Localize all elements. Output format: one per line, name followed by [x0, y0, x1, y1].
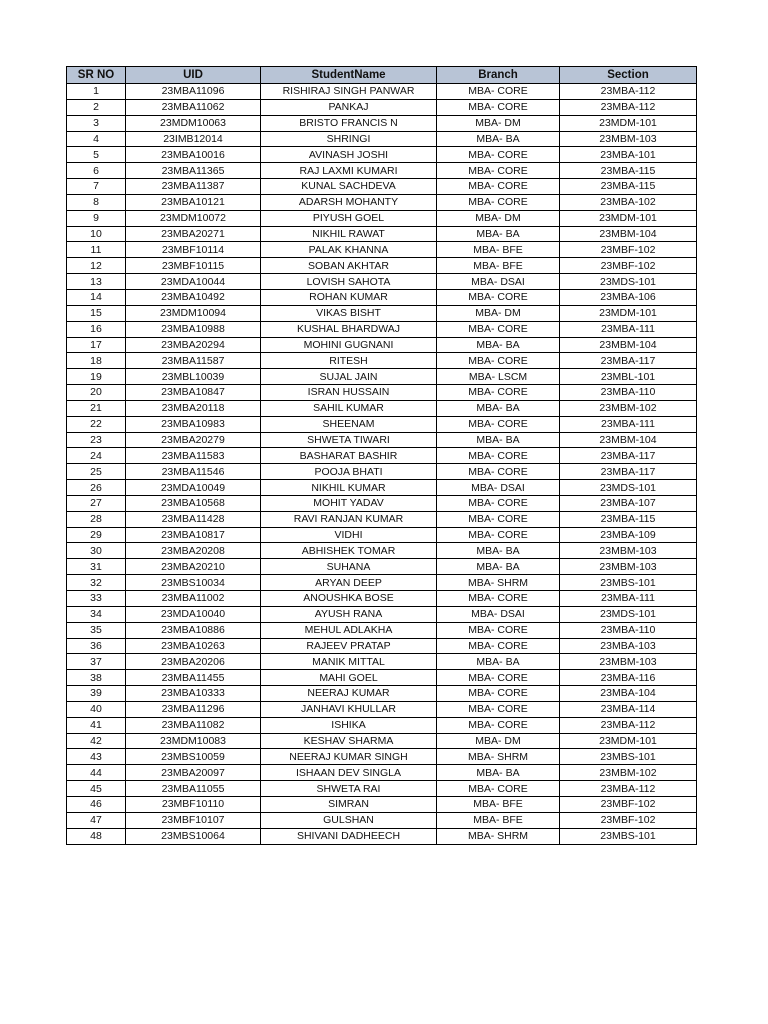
cell-sr-no: 42: [67, 733, 126, 749]
cell-student-name: SHEENAM: [261, 416, 437, 432]
cell-student-name: KUNAL SACHDEVA: [261, 179, 437, 195]
table-row: [67, 654, 697, 670]
cell-section: 23MBS-101: [560, 828, 697, 844]
table-row: [67, 559, 697, 575]
cell-uid: 23MBA10263: [126, 638, 261, 654]
cell-student-name: ABHISHEK TOMAR: [261, 543, 437, 559]
cell-branch: MBA- CORE: [437, 194, 560, 210]
cell-uid: 23MBS10034: [126, 575, 261, 591]
cell-uid: 23MDM10083: [126, 733, 261, 749]
cell-sr-no: 48: [67, 828, 126, 844]
cell-student-name: ARYAN DEEP: [261, 575, 437, 591]
cell-sr-no: 9: [67, 210, 126, 226]
cell-branch: MBA- CORE: [437, 622, 560, 638]
cell-section: 23MBA-102: [560, 194, 697, 210]
header-uid: UID: [126, 67, 261, 84]
cell-section: 23MBA-117: [560, 464, 697, 480]
cell-section: 23MDS-101: [560, 274, 697, 290]
cell-branch: MBA- SHRM: [437, 828, 560, 844]
cell-sr-no: 21: [67, 400, 126, 416]
cell-branch: MBA- CORE: [437, 163, 560, 179]
cell-uid: 23MBA20206: [126, 654, 261, 670]
cell-section: 23MBF-102: [560, 258, 697, 274]
cell-student-name: AVINASH JOSHI: [261, 147, 437, 163]
cell-section: 23MBA-114: [560, 701, 697, 717]
cell-sr-no: 29: [67, 527, 126, 543]
cell-branch: MBA- BFE: [437, 258, 560, 274]
table-row: [67, 638, 697, 654]
cell-section: 23MBA-111: [560, 591, 697, 607]
cell-student-name: PALAK KHANNA: [261, 242, 437, 258]
cell-branch: MBA- CORE: [437, 495, 560, 511]
cell-branch: MBA- CORE: [437, 321, 560, 337]
cell-student-name: ISRAN HUSSAIN: [261, 385, 437, 401]
cell-uid: 23MBA10817: [126, 527, 261, 543]
cell-section: 23MBM-102: [560, 400, 697, 416]
table-row: [67, 812, 697, 828]
cell-section: 23MBS-101: [560, 575, 697, 591]
cell-sr-no: 38: [67, 670, 126, 686]
table-row: [67, 575, 697, 591]
cell-uid: 23MBA10847: [126, 385, 261, 401]
cell-section: 23MBA-107: [560, 495, 697, 511]
table-row: [67, 400, 697, 416]
cell-section: 23MBM-102: [560, 765, 697, 781]
cell-student-name: JANHAVI KHULLAR: [261, 701, 437, 717]
cell-uid: 23MBA11428: [126, 511, 261, 527]
cell-branch: MBA- DM: [437, 115, 560, 131]
cell-uid: 23MBA10016: [126, 147, 261, 163]
cell-sr-no: 5: [67, 147, 126, 163]
cell-student-name: SHRINGI: [261, 131, 437, 147]
cell-sr-no: 39: [67, 686, 126, 702]
cell-sr-no: 35: [67, 622, 126, 638]
cell-sr-no: 19: [67, 369, 126, 385]
table-row: [67, 480, 697, 496]
cell-sr-no: 18: [67, 353, 126, 369]
cell-student-name: SUHANA: [261, 559, 437, 575]
cell-section: 23MDS-101: [560, 480, 697, 496]
cell-uid: 23MBS10064: [126, 828, 261, 844]
cell-branch: MBA- BA: [437, 131, 560, 147]
student-list-sheet: [66, 66, 697, 845]
cell-sr-no: 25: [67, 464, 126, 480]
cell-branch: MBA- CORE: [437, 448, 560, 464]
cell-uid: 23MBA10568: [126, 495, 261, 511]
cell-sr-no: 15: [67, 305, 126, 321]
cell-student-name: ANOUSHKA BOSE: [261, 591, 437, 607]
cell-branch: MBA- DM: [437, 733, 560, 749]
cell-sr-no: 13: [67, 274, 126, 290]
cell-uid: 23MDM10072: [126, 210, 261, 226]
cell-branch: MBA- BA: [437, 559, 560, 575]
table-row: [67, 464, 697, 480]
cell-uid: 23MBL10039: [126, 369, 261, 385]
cell-section: 23MBA-109: [560, 527, 697, 543]
cell-sr-no: 14: [67, 289, 126, 305]
header-row: [67, 67, 697, 84]
cell-uid: 23MBA11583: [126, 448, 261, 464]
cell-uid: 23MBA11055: [126, 781, 261, 797]
table-body: [67, 84, 697, 845]
cell-section: 23MBM-103: [560, 559, 697, 575]
table-row: [67, 622, 697, 638]
cell-sr-no: 4: [67, 131, 126, 147]
cell-student-name: SAHIL KUMAR: [261, 400, 437, 416]
header-section: Section: [560, 67, 697, 84]
cell-branch: MBA- CORE: [437, 289, 560, 305]
table-row: [67, 258, 697, 274]
cell-uid: 23MBA11455: [126, 670, 261, 686]
cell-section: 23MBA-111: [560, 416, 697, 432]
cell-uid: 23MBA10988: [126, 321, 261, 337]
cell-student-name: RITESH: [261, 353, 437, 369]
table-row: [67, 796, 697, 812]
cell-student-name: MOHINI GUGNANI: [261, 337, 437, 353]
cell-branch: MBA- BA: [437, 432, 560, 448]
cell-section: 23MBM-104: [560, 337, 697, 353]
cell-sr-no: 44: [67, 765, 126, 781]
cell-sr-no: 20: [67, 385, 126, 401]
cell-uid: 23IMB12014: [126, 131, 261, 147]
cell-branch: MBA- LSCM: [437, 369, 560, 385]
cell-branch: MBA- CORE: [437, 353, 560, 369]
cell-uid: 23MBA11096: [126, 84, 261, 100]
cell-sr-no: 37: [67, 654, 126, 670]
cell-section: 23MBM-103: [560, 131, 697, 147]
cell-sr-no: 12: [67, 258, 126, 274]
cell-student-name: GULSHAN: [261, 812, 437, 828]
cell-student-name: RISHIRAJ SINGH PANWAR: [261, 84, 437, 100]
table-row: [67, 448, 697, 464]
table-row: [67, 131, 697, 147]
cell-section: 23MBF-102: [560, 242, 697, 258]
cell-student-name: RAJ LAXMI KUMARI: [261, 163, 437, 179]
cell-section: 23MBS-101: [560, 749, 697, 765]
cell-section: 23MDM-101: [560, 115, 697, 131]
cell-uid: 23MBA11587: [126, 353, 261, 369]
cell-sr-no: 34: [67, 606, 126, 622]
cell-branch: MBA- CORE: [437, 591, 560, 607]
cell-branch: MBA- CORE: [437, 701, 560, 717]
cell-branch: MBA- CORE: [437, 638, 560, 654]
cell-section: 23MBA-110: [560, 385, 697, 401]
cell-branch: MBA- CORE: [437, 385, 560, 401]
cell-student-name: RAJEEV PRATAP: [261, 638, 437, 654]
cell-uid: 23MBA10886: [126, 622, 261, 638]
cell-sr-no: 10: [67, 226, 126, 242]
table-row: [67, 163, 697, 179]
table-row: [67, 717, 697, 733]
table-row: [67, 606, 697, 622]
cell-sr-no: 3: [67, 115, 126, 131]
cell-uid: 23MBA11387: [126, 179, 261, 195]
table-row: [67, 321, 697, 337]
cell-student-name: POOJA BHATI: [261, 464, 437, 480]
cell-student-name: LOVISH SAHOTA: [261, 274, 437, 290]
cell-student-name: PIYUSH GOEL: [261, 210, 437, 226]
cell-student-name: ADARSH MOHANTY: [261, 194, 437, 210]
cell-section: 23MBA-115: [560, 179, 697, 195]
cell-uid: 23MBA11062: [126, 99, 261, 115]
cell-student-name: NIKHIL RAWAT: [261, 226, 437, 242]
cell-sr-no: 27: [67, 495, 126, 511]
cell-uid: 23MBA20279: [126, 432, 261, 448]
cell-uid: 23MDA10049: [126, 480, 261, 496]
cell-branch: MBA- DM: [437, 210, 560, 226]
table-row: [67, 194, 697, 210]
cell-uid: 23MBA20271: [126, 226, 261, 242]
cell-uid: 23MDM10094: [126, 305, 261, 321]
cell-section: 23MBA-112: [560, 99, 697, 115]
cell-sr-no: 17: [67, 337, 126, 353]
cell-student-name: SHWETA RAI: [261, 781, 437, 797]
cell-section: 23MDM-101: [560, 733, 697, 749]
cell-section: 23MBA-106: [560, 289, 697, 305]
cell-branch: MBA- CORE: [437, 781, 560, 797]
cell-branch: MBA- CORE: [437, 511, 560, 527]
table-row: [67, 385, 697, 401]
cell-section: 23MBA-117: [560, 353, 697, 369]
cell-uid: 23MBA20208: [126, 543, 261, 559]
cell-branch: MBA- DM: [437, 305, 560, 321]
cell-branch: MBA- BA: [437, 654, 560, 670]
table-row: [67, 591, 697, 607]
cell-uid: 23MBA11365: [126, 163, 261, 179]
cell-sr-no: 23: [67, 432, 126, 448]
cell-student-name: SHIVANI DADHEECH: [261, 828, 437, 844]
table-row: [67, 274, 697, 290]
cell-section: 23MBA-117: [560, 448, 697, 464]
cell-section: 23MDM-101: [560, 210, 697, 226]
cell-uid: 23MBA10492: [126, 289, 261, 305]
cell-branch: MBA- BA: [437, 400, 560, 416]
table-row: [67, 210, 697, 226]
cell-uid: 23MDM10063: [126, 115, 261, 131]
table-row: [67, 115, 697, 131]
table-row: [67, 543, 697, 559]
cell-sr-no: 22: [67, 416, 126, 432]
cell-uid: 23MBF10107: [126, 812, 261, 828]
cell-sr-no: 26: [67, 480, 126, 496]
cell-student-name: MOHIT YADAV: [261, 495, 437, 511]
cell-uid: 23MBS10059: [126, 749, 261, 765]
cell-uid: 23MDA10044: [126, 274, 261, 290]
cell-uid: 23MBA11002: [126, 591, 261, 607]
cell-branch: MBA- SHRM: [437, 575, 560, 591]
cell-student-name: AYUSH RANA: [261, 606, 437, 622]
cell-branch: MBA- BFE: [437, 812, 560, 828]
table-row: [67, 179, 697, 195]
cell-uid: 23MBA20294: [126, 337, 261, 353]
cell-uid: 23MDA10040: [126, 606, 261, 622]
table-header: [67, 67, 697, 84]
cell-student-name: RAVI RANJAN KUMAR: [261, 511, 437, 527]
cell-branch: MBA- CORE: [437, 99, 560, 115]
cell-section: 23MBA-101: [560, 147, 697, 163]
cell-student-name: BRISTO FRANCIS N: [261, 115, 437, 131]
table-row: [67, 337, 697, 353]
table-row: [67, 781, 697, 797]
cell-branch: MBA- DSAI: [437, 274, 560, 290]
table-row: [67, 99, 697, 115]
cell-section: 23MBL-101: [560, 369, 697, 385]
cell-section: 23MBA-112: [560, 781, 697, 797]
cell-sr-no: 24: [67, 448, 126, 464]
header-branch: Branch: [437, 67, 560, 84]
cell-branch: MBA- BFE: [437, 796, 560, 812]
table-row: [67, 749, 697, 765]
cell-student-name: SUJAL JAIN: [261, 369, 437, 385]
cell-section: 23MDS-101: [560, 606, 697, 622]
cell-section: 23MDM-101: [560, 305, 697, 321]
cell-student-name: MAHI GOEL: [261, 670, 437, 686]
table-row: [67, 765, 697, 781]
cell-branch: MBA- BA: [437, 226, 560, 242]
cell-uid: 23MBA11296: [126, 701, 261, 717]
table-row: [67, 670, 697, 686]
cell-section: 23MBA-112: [560, 717, 697, 733]
cell-uid: 23MBA10983: [126, 416, 261, 432]
cell-uid: 23MBF10115: [126, 258, 261, 274]
cell-sr-no: 30: [67, 543, 126, 559]
cell-branch: MBA- SHRM: [437, 749, 560, 765]
cell-branch: MBA- CORE: [437, 147, 560, 163]
cell-section: 23MBA-112: [560, 84, 697, 100]
cell-branch: MBA- CORE: [437, 670, 560, 686]
cell-sr-no: 36: [67, 638, 126, 654]
cell-branch: MBA- BFE: [437, 242, 560, 258]
cell-uid: 23MBF10110: [126, 796, 261, 812]
table-row: [67, 305, 697, 321]
table-row: [67, 432, 697, 448]
cell-section: 23MBA-111: [560, 321, 697, 337]
cell-section: 23MBM-103: [560, 654, 697, 670]
table-row: [67, 511, 697, 527]
cell-branch: MBA- CORE: [437, 717, 560, 733]
cell-uid: 23MBA20118: [126, 400, 261, 416]
cell-section: 23MBM-103: [560, 543, 697, 559]
table-row: [67, 733, 697, 749]
cell-section: 23MBF-102: [560, 812, 697, 828]
cell-student-name: ISHIKA: [261, 717, 437, 733]
cell-branch: MBA- CORE: [437, 416, 560, 432]
cell-section: 23MBA-116: [560, 670, 697, 686]
cell-student-name: ISHAAN DEV SINGLA: [261, 765, 437, 781]
cell-branch: MBA- CORE: [437, 84, 560, 100]
cell-sr-no: 47: [67, 812, 126, 828]
cell-section: 23MBM-104: [560, 432, 697, 448]
table-row: [67, 242, 697, 258]
cell-section: 23MBM-104: [560, 226, 697, 242]
cell-student-name: PANKAJ: [261, 99, 437, 115]
table-row: [67, 686, 697, 702]
header-sr-no: SR NO: [67, 67, 126, 84]
cell-student-name: NIKHIL KUMAR: [261, 480, 437, 496]
cell-sr-no: 45: [67, 781, 126, 797]
cell-uid: 23MBF10114: [126, 242, 261, 258]
cell-branch: MBA- BA: [437, 765, 560, 781]
cell-branch: MBA- DSAI: [437, 480, 560, 496]
cell-sr-no: 31: [67, 559, 126, 575]
cell-student-name: ROHAN KUMAR: [261, 289, 437, 305]
cell-uid: 23MBA10121: [126, 194, 261, 210]
cell-section: 23MBA-104: [560, 686, 697, 702]
table-row: [67, 84, 697, 100]
table-row: [67, 701, 697, 717]
cell-student-name: MANIK MITTAL: [261, 654, 437, 670]
cell-branch: MBA- DSAI: [437, 606, 560, 622]
cell-branch: MBA- CORE: [437, 179, 560, 195]
table-row: [67, 495, 697, 511]
cell-student-name: KUSHAL BHARDWAJ: [261, 321, 437, 337]
cell-student-name: VIKAS BISHT: [261, 305, 437, 321]
cell-branch: MBA- CORE: [437, 527, 560, 543]
cell-section: 23MBA-115: [560, 511, 697, 527]
cell-uid: 23MBA11082: [126, 717, 261, 733]
cell-sr-no: 41: [67, 717, 126, 733]
cell-sr-no: 6: [67, 163, 126, 179]
cell-student-name: SOBAN AKHTAR: [261, 258, 437, 274]
cell-section: 23MBA-115: [560, 163, 697, 179]
cell-student-name: SIMRAN: [261, 796, 437, 812]
cell-uid: 23MBA20210: [126, 559, 261, 575]
cell-student-name: NEERAJ KUMAR: [261, 686, 437, 702]
cell-uid: 23MBA11546: [126, 464, 261, 480]
table-row: [67, 527, 697, 543]
cell-uid: 23MBA20097: [126, 765, 261, 781]
cell-sr-no: 7: [67, 179, 126, 195]
cell-sr-no: 16: [67, 321, 126, 337]
cell-section: 23MBA-103: [560, 638, 697, 654]
cell-sr-no: 46: [67, 796, 126, 812]
student-table: [66, 66, 697, 845]
cell-sr-no: 11: [67, 242, 126, 258]
cell-student-name: KESHAV SHARMA: [261, 733, 437, 749]
cell-branch: MBA- CORE: [437, 686, 560, 702]
cell-sr-no: 8: [67, 194, 126, 210]
table-row: [67, 416, 697, 432]
table-row: [67, 289, 697, 305]
cell-student-name: SHWETA TIWARI: [261, 432, 437, 448]
cell-sr-no: 33: [67, 591, 126, 607]
cell-section: 23MBF-102: [560, 796, 697, 812]
cell-branch: MBA- BA: [437, 337, 560, 353]
cell-student-name: VIDHI: [261, 527, 437, 543]
cell-sr-no: 43: [67, 749, 126, 765]
table-row: [67, 226, 697, 242]
cell-uid: 23MBA10333: [126, 686, 261, 702]
cell-sr-no: 40: [67, 701, 126, 717]
cell-student-name: MEHUL ADLAKHA: [261, 622, 437, 638]
table-row: [67, 828, 697, 844]
cell-sr-no: 32: [67, 575, 126, 591]
cell-branch: MBA- CORE: [437, 464, 560, 480]
table-row: [67, 369, 697, 385]
cell-sr-no: 1: [67, 84, 126, 100]
cell-sr-no: 28: [67, 511, 126, 527]
header-student-name: StudentName: [261, 67, 437, 84]
cell-student-name: BASHARAT BASHIR: [261, 448, 437, 464]
cell-student-name: NEERAJ KUMAR SINGH: [261, 749, 437, 765]
cell-branch: MBA- BA: [437, 543, 560, 559]
cell-section: 23MBA-110: [560, 622, 697, 638]
table-row: [67, 353, 697, 369]
cell-sr-no: 2: [67, 99, 126, 115]
table-row: [67, 147, 697, 163]
